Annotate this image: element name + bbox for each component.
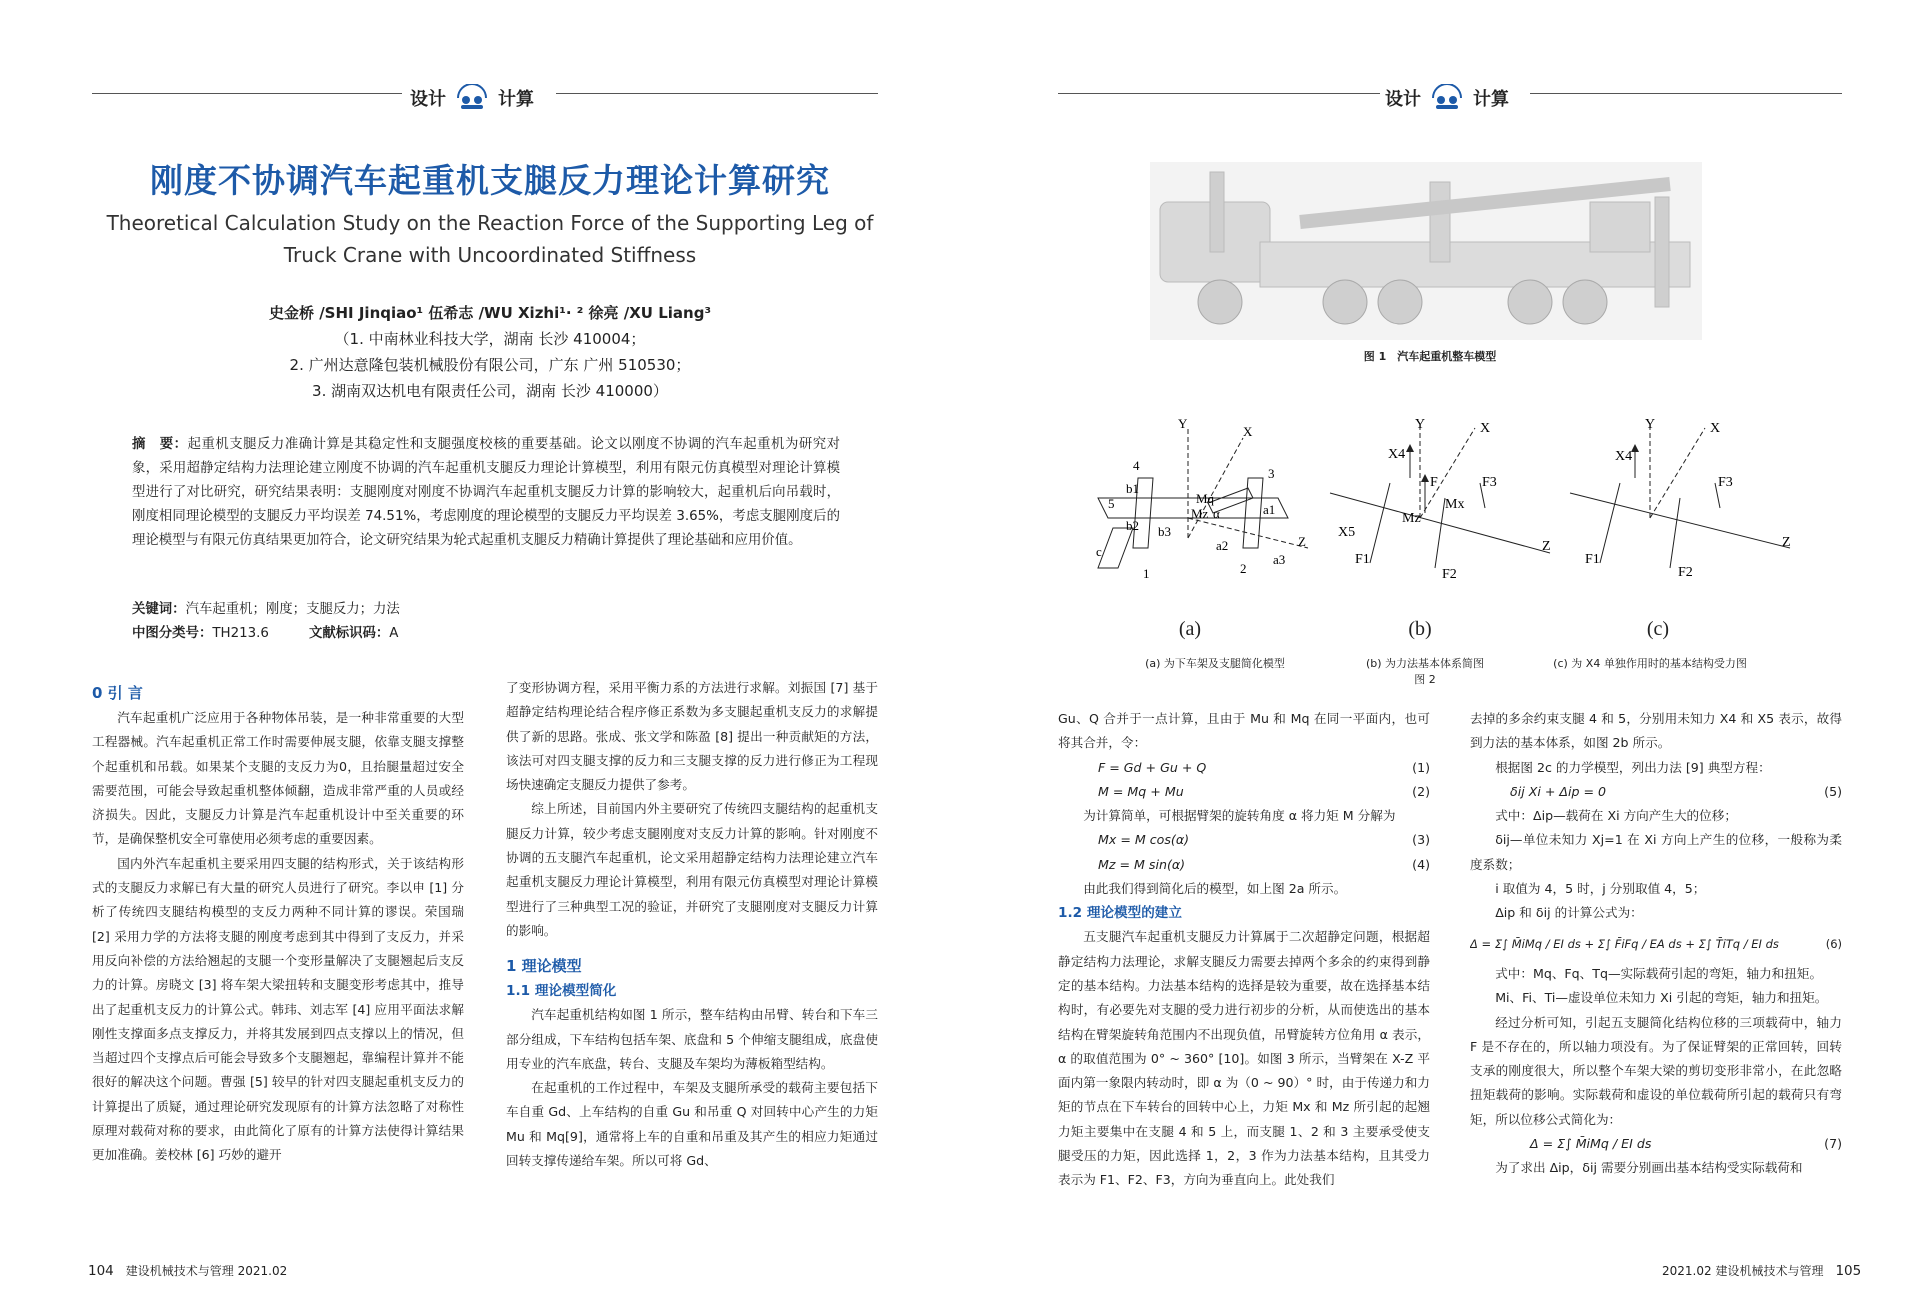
figure-2-diagram-c [1560, 418, 1800, 608]
paragraph: 汽车起重机结构如图 1 所示，整车结构由吊臂、转台和下车三部分组成，下车结构包括车架、底盘和 5 个伸缩支腿组成，底盘使用专业的汽车底盘，转台、支腿及车架均为薄板箱型结构。 [506, 1007, 878, 1071]
truck-crane-figure [1150, 162, 1702, 340]
dim-label: a3 [1273, 552, 1286, 567]
axis-label: Z [1542, 539, 1551, 554]
force-label: X4 [1615, 449, 1633, 464]
paragraph: 五支腿汽车起重机支腿反力计算属于二次超静定问题，根据超静定结构力法理论，求解支腿反力需要去掉两个多余的约束得到静定的基本结构。力法基本结构的选择是较为重要，故在选择基本结构时，有必要先对支腿的受力进行初步的分析，从而使选出的基本结构在臂架旋转角范围内不出现负值，吊臂旋转方位角用 α 表示，α 的取值范围为 0° ~ 360° [10]。如图 3 所示，当臂架在 X-Z 平面内第一象限内转动时，即 α 为（0 ~ 90）° 时，由于传递力和力矩的节点在下车转台的回转中心上，力矩 Mx 和 Mz 所引起的起翘力矩主要集中在支腿 4 和 5 上，而支腿 1、2 和 3 主要承受使支腿受压的力矩，因此选择 1，2，3 作为力法基本结构，且其受力表示为 F1、F2、F3，方向为垂直向上。此处我们 [1058, 929, 1430, 1188]
force-label: F3 [1482, 475, 1497, 490]
figure-2a-caption: (a) 为下车架及支腿简化模型 [1145, 657, 1285, 670]
figure-2a-label: (a) [1178, 618, 1202, 640]
dim-label: c [1096, 544, 1102, 559]
dim-label: a1 [1263, 502, 1276, 517]
equation-3: Mx = M cos(α) (3) [1098, 832, 1430, 848]
force-label: F3 [1718, 475, 1733, 490]
figure-2c-label: (c) [1646, 618, 1670, 640]
section-1-2-heading: 1.2 理论模型的建立 [1058, 905, 1182, 922]
page-number-left: 104 [88, 1263, 114, 1279]
header-left-design: 设计 [410, 89, 446, 110]
paragraph: 式中：Mq、Fq、Tq—实际载荷引起的弯矩，轴力和扭矩。 [1495, 965, 1823, 981]
figure-1-caption: 图 1 汽车起重机整车模型 [1363, 350, 1497, 363]
dim-label: b1 [1126, 481, 1139, 496]
page-number-right: 105 [1835, 1263, 1862, 1279]
abstract [132, 433, 840, 553]
moment-label: Mq [1196, 491, 1215, 506]
doc-value: A [389, 626, 399, 641]
figure-2-diagram-b [1320, 418, 1560, 608]
figure-2b-caption: (b) 为力法基本体系简图 [1365, 657, 1485, 670]
journal-name-right: 2021.02 建设机械技术与管理 [1662, 1264, 1824, 1278]
header-right-design: 设计 [1385, 89, 1421, 110]
left-column-1 [92, 680, 464, 1240]
figure-2-diagram-a [1088, 418, 1328, 608]
keywords-block [132, 598, 840, 646]
paragraph: 了变形协调方程，采用平衡力系的方法进行求解。刘振国 [7] 基于超静定结构理论结合程序修正系数为多支腿起重机支反力的求解提供了新的思路。张成、张文学和陈盈 [8] 提出一种贡献矩的方法，该法可对四支腿支撑的反力和三支腿支撑的反力进行修正为工程现场快速确定支腿反力提供了参考。 [506, 680, 878, 793]
doc-label: 文献标识码： [308, 626, 390, 641]
leg-label: 3 [1268, 466, 1275, 481]
paragraph: 经过分析可知，引起五支腿简化结构位移的三项载荷中，轴力 F 是不存在的，所以轴力项没有。为了保证臂架的正常回转，回转支承的刚度很大，所以整个车架大梁的剪切变形非常小，在此忽略扭矩载荷的影响。实际载荷和虚设的单位载荷所引起的载荷只有弯矩，所以位移公式简化为： [1470, 1014, 1842, 1127]
header-rule-left2 [556, 93, 878, 94]
figure-2c-caption: (c) 为 X4 单独作用时的基本结构受力图 [1553, 657, 1747, 670]
equation-7: Δ = Σ∫ M̄iMq / EI ds (7) [1530, 1136, 1842, 1152]
figure-2-title: 图 2 [1414, 673, 1436, 686]
right-column-2 [1470, 707, 1842, 1242]
section-1-heading: 1 理论模型 [506, 957, 582, 976]
paragraph: 去掉的多余约束支腿 4 和 5，分别用未知力 X4 和 X5 表示，故得到力法的基本体系，如图 2b 所示。 [1470, 711, 1842, 751]
right-column-1 [1058, 707, 1430, 1242]
paragraph: 根据图 2c 的力学模型，列出力法 [9] 典型方程： [1495, 759, 1771, 775]
equation-6: Δ = Σ∫ M̄iMq / EI ds + Σ∫ F̄iFq / EA ds + Σ∫ T̄iTq / EI ds (6) [1470, 936, 1842, 951]
force-label: F [1430, 475, 1438, 490]
leg-label: 1 [1143, 566, 1150, 581]
force-label: F1 [1355, 552, 1370, 567]
keywords-text: 汽车起重机；刚度；支腿反力；力法 [185, 602, 400, 617]
class-value: TH213.6 [212, 626, 269, 641]
paper-title: 刚度不协调汽车起重机支腿反力理论计算研究 [150, 161, 830, 200]
force-label: F2 [1678, 565, 1693, 580]
angle-label: α [1213, 506, 1220, 521]
abstract-label: 摘 要： [132, 437, 188, 452]
axis-label: Z [1298, 534, 1306, 549]
force-label: X4 [1388, 447, 1406, 462]
paragraph: Gu、Q 合并于一点计算，且由于 Mu 和 Mq 在同一平面内，也可将其合并，令： [1058, 711, 1430, 751]
paragraph: Mi、Fi、Ti—虚设单位未知力 Xi 引起的弯矩，轴力和扭矩。 [1495, 990, 1828, 1006]
axis-label: Z [1782, 535, 1791, 550]
paper-english-title: Theoretical Calculation Study on the Reaction Force of the Supporting Leg of Truck Crane with Uncoordinated Stiffness [106, 211, 874, 267]
gear-people-logo-icon [1427, 84, 1467, 112]
section-0-heading: 0 引 言 [92, 684, 143, 702]
leg-label: 4 [1133, 458, 1140, 473]
equation-5: δij Xi + Δip = 0 (5) [1510, 783, 1842, 799]
journal-name-left: 建设机械技术与管理 2021.02 [125, 1264, 288, 1278]
paragraph: 由此我们得到简化后的模型，如上图 2a 所示。 [1083, 881, 1347, 897]
keywords-label: 关键词： [132, 602, 186, 617]
axis-label: Y [1178, 418, 1188, 431]
author-block [130, 300, 850, 404]
header-left-calc: 计算 [498, 89, 534, 110]
affiliation-2: 2. 广州达意隆包装机械股份有限公司，广东 广州 510530； [289, 356, 691, 374]
affiliation-1: （1. 中南林业科技大学，湖南 长沙 410004； [334, 330, 646, 348]
paragraph: i 取值为 4，5 时，j 分别取值 4，5； [1495, 881, 1706, 897]
moment-label: Mz [1402, 511, 1421, 526]
left-column-2 [506, 676, 878, 1241]
header-rule-left [92, 93, 402, 94]
leg-label: 5 [1108, 496, 1115, 511]
class-label: 中图分类号： [132, 626, 213, 641]
axis-label: X [1710, 421, 1721, 436]
header-left [410, 84, 534, 112]
leg-label: 2 [1240, 561, 1247, 576]
paragraph: 国内外汽车起重机主要采用四支腿的结构形式，关于该结构形式的支腿反力求解已有大量的研究人员进行了研究。李以申 [1] 分析了传统四支腿结构模型的支反力两种不同计算的谬误。荣国瑞 [2] 采用力学的方法将支腿的刚度考虑到其中得到了支反力，并采用反向补偿的方法给翘起的支腿一个变形量解决了支腿翘起后支反力的计算。房晓文 [3] 将车架大梁扭转和支腿变形考虑其中，推导出了起重机支反力的计算公式。韩玮、刘志军 [4] 应用平面法求解刚性支撑面多点支撑反力，并将其发展到四点支撑以上的情况，但当超过四个支撑点后可能会导致多个支腿翘起，靠编程计算并不能很好的解决这个问题。曹强 [5] 较早的针对四支腿起重机支反力的计算提出了质疑，通过理论研究发现原有的计算方法忽略了对称性原理对载荷对称的要求，由此简化了原有的计算方法使得计算结果更加准确。姜校林 [6] 巧妙的避开 [92, 855, 464, 1163]
header-rule-right [1058, 93, 1380, 94]
header-right-calc: 计算 [1473, 89, 1509, 110]
header-rule-right2 [1530, 93, 1842, 94]
paragraph: 在起重机的工作过程中，车架及支腿所承受的载荷主要包括下车自重 Gd、上车结构的自重 Gu 和吊重 Q 对回转中心产生的力矩 Mu 和 Mq[9]，通常将上车的自重和吊重及其产生的相应力矩通过回转支撑传递给车架。所以可将 Gd、 [506, 1080, 878, 1169]
author-line: 史金桥 /SHI Jinqiao¹ 伍希志 /WU Xizhi¹· ² 徐亮 /XU Liang³ [268, 304, 712, 322]
moment-label: Mx [1445, 497, 1465, 512]
footer-right [1662, 1262, 1861, 1279]
paragraph: 汽车起重机广泛应用于各种物体吊装，是一种非常重要的大型工程器械。汽车起重机正常工作时需要伸展支腿，依靠支腿支撑整个起重机和吊载。如果某个支腿的支反力为0，且抬腿量超过安全需要范围，可能会导致起重机整体倾翻，造成非常严重的人员或经济损失。因此，支腿反力计算是汽车起重机设计中至关重要的环节，是确保整机安全可靠使用必须考虑的重要因素。 [92, 710, 464, 847]
paragraph: 综上所述，目前国内外主要研究了传统四支腿结构的起重机支腿反力计算，较少考虑支腿刚度对支反力计算的影响。针对刚度不协调的五支腿汽车起重机，论文采用超静定结构力法理论建立汽车起重机支腿反力理论计算模型，利用有限元仿真模型对理论计算模型进行了三种典型工况的验证，并研究了支腿刚度对支腿反力计算的影响。 [506, 801, 878, 938]
affiliation-3: 3. 湖南双达机电有限责任公司，湖南 长沙 410000） [312, 382, 668, 400]
force-label: F2 [1442, 567, 1457, 582]
abstract-text: 起重机支腿反力准确计算是其稳定性和支腿强度校核的重要基础。论文以刚度不协调的汽车起重机为研究对象，采用超静定结构力法理论建立刚度不协调的汽车起重机支腿反力理论计算模型，利用有限元仿真模型对理论计算模型进行了对比研究，研究结果表明：支腿刚度对刚度不协调汽车起重机支腿反力计算的影响较大，起重机后向吊载时，刚度相同理论模型的支腿反力平均误差 74.51%，考虑刚度的理论模型的支腿反力平均误差 3.65%，考虑支腿刚度后的理论模型与有限元仿真结果更加符合，论文研究结果为轮式起重机支腿反力精确计算提供了理论基础和应用价值。 [132, 437, 841, 548]
dim-label: b2 [1126, 518, 1139, 533]
section-1-1-heading: 1.1 理论模型简化 [506, 983, 617, 1000]
axis-label: X [1480, 421, 1491, 436]
axis-label: Y [1645, 418, 1656, 432]
paragraph: 式中：Δip—载荷在 Xi 方向产生大的位移； [1495, 808, 1737, 824]
moment-label: Mz [1191, 506, 1209, 521]
footer-left [88, 1262, 287, 1279]
figure-2b-label: (b) [1408, 618, 1432, 640]
header-right [1385, 84, 1509, 112]
dim-label: a2 [1216, 538, 1229, 553]
equation-1: F = Gd + Gu + Q (1) [1098, 759, 1430, 775]
paragraph: Δip 和 δij 的计算公式为： [1495, 905, 1643, 921]
equation-4: Mz = M sin(α) (4) [1098, 856, 1430, 872]
paragraph: 为了求出 Δip，δij 需要分别画出基本结构受实际载荷和 [1495, 1160, 1803, 1176]
equation-2: M = Mq + Mu (2) [1098, 783, 1430, 799]
force-label: X5 [1338, 525, 1356, 540]
axis-label: X [1243, 424, 1253, 439]
axis-label: Y [1415, 418, 1426, 432]
gear-people-logo-icon [452, 84, 492, 112]
dim-label: b3 [1158, 524, 1171, 539]
force-label: F1 [1585, 552, 1600, 567]
paragraph: 为计算简单，可根据臂架的旋转角度 α 将力矩 M 分解为 [1083, 808, 1396, 824]
paragraph: δij—单位未知力 Xj=1 在 Xi 方向上产生的位移，一般称为柔度系数； [1470, 832, 1842, 872]
